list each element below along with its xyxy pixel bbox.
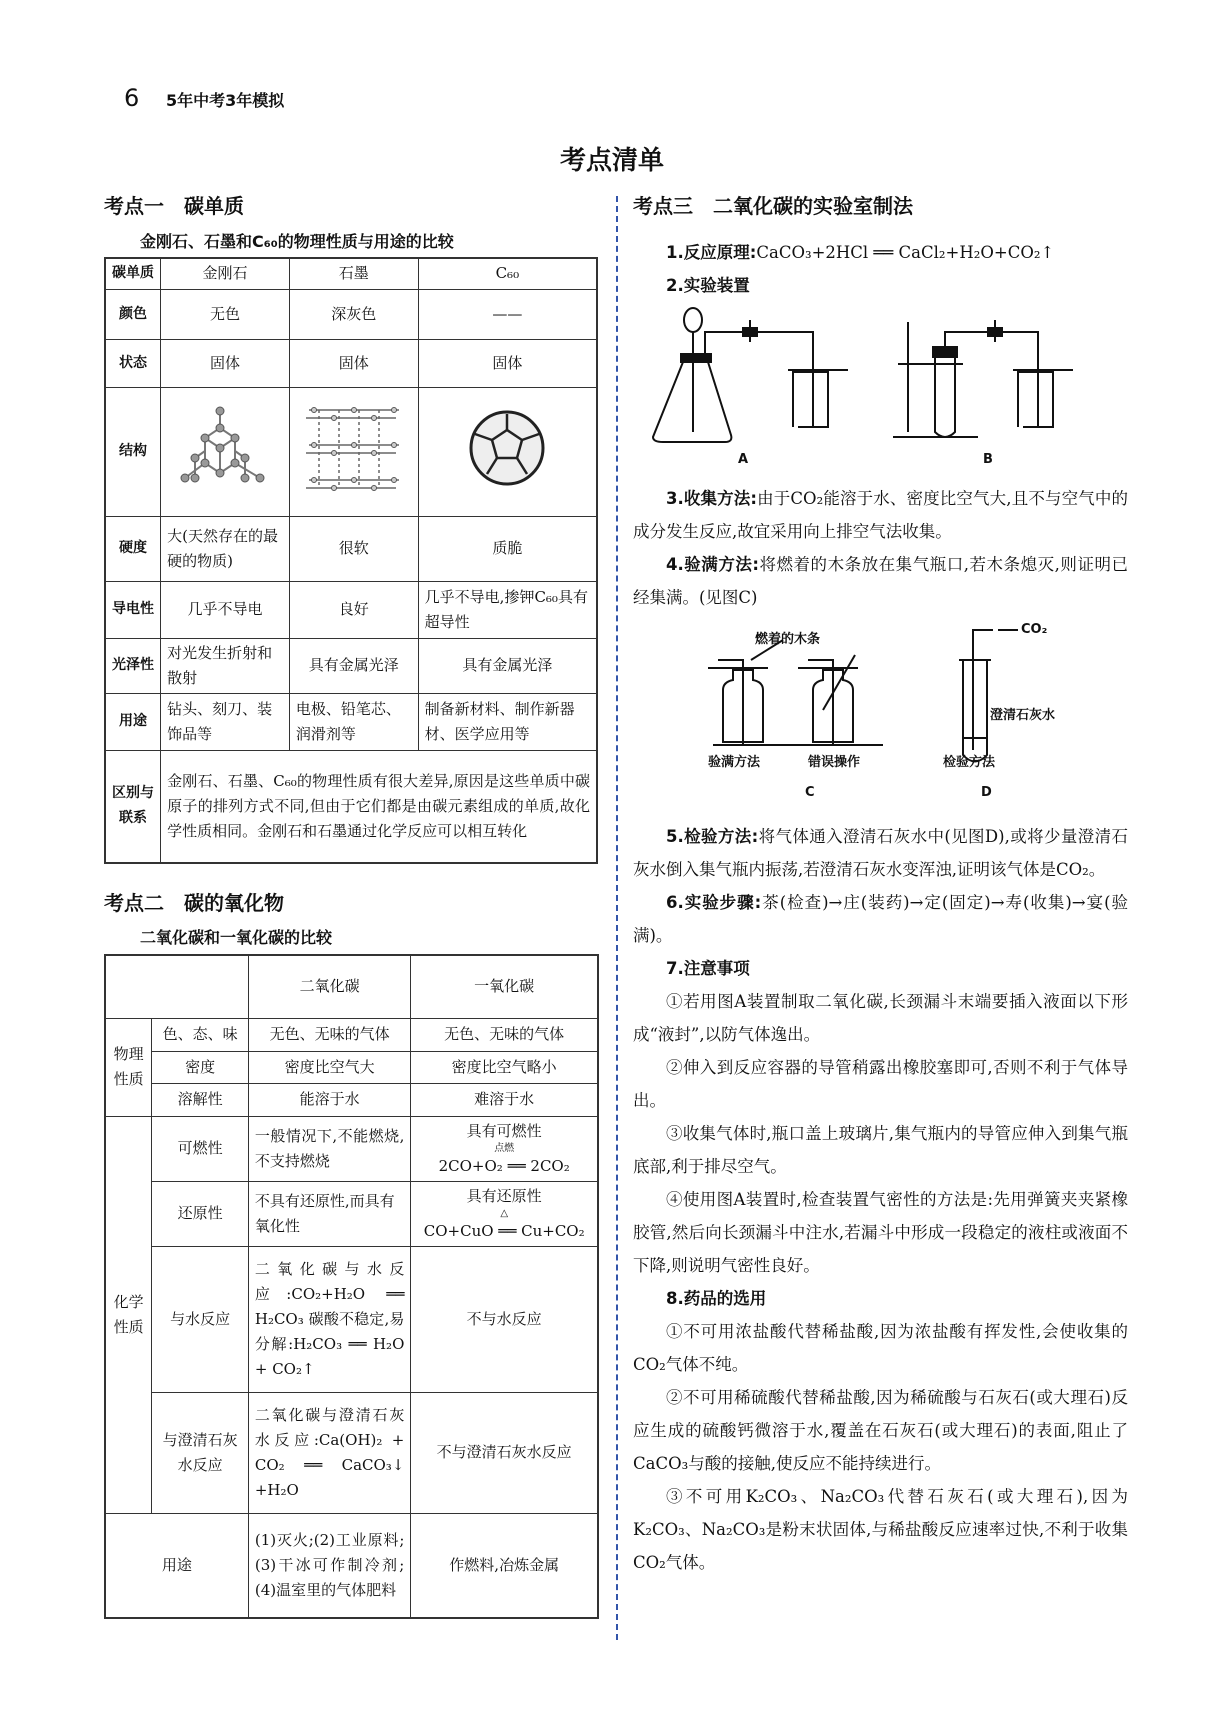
cell: 固体 xyxy=(289,339,418,387)
row-label: 导电性 xyxy=(105,581,161,638)
table-1-caption: 金刚石、石墨和C₆₀的物理性质与用途的比较 xyxy=(140,232,454,251)
item-label: 2.实验装置 xyxy=(666,276,750,295)
graphite-structure-image xyxy=(289,387,418,516)
row-label: 可燃性 xyxy=(152,1116,249,1181)
table-row xyxy=(105,1181,598,1246)
cell: 钻头、刻刀、装饰品等 xyxy=(161,693,290,750)
cell: 密度比空气大 xyxy=(248,1051,411,1083)
equation: CO+CuO ══ Cu+CO₂ xyxy=(423,1221,585,1240)
item-7 xyxy=(633,952,1128,985)
header-cell: 金刚石 xyxy=(161,258,290,289)
note: ①不可用浓盐酸代替稀盐酸,因为浓盐酸有挥发性,会使收集的CO₂气体不纯。 xyxy=(633,1322,1128,1374)
section-3-heading: 考点三 二氧化碳的实验室制法 xyxy=(633,194,913,218)
figure-label-a: A xyxy=(738,452,749,467)
table-row xyxy=(105,1051,598,1083)
figure-caption: 验满方法 xyxy=(708,755,761,770)
figure-label-b: B xyxy=(983,452,993,467)
table-row xyxy=(105,1083,598,1116)
cell: 电极、铅笔芯、润滑剂等 xyxy=(289,693,418,750)
row-label: 结构 xyxy=(105,387,161,516)
cell: 大(天然存在的最硬的物质) xyxy=(161,516,290,581)
row-label: 区别与联系 xyxy=(105,750,161,863)
table-row xyxy=(105,1246,598,1392)
cell: 深灰色 xyxy=(289,289,418,339)
cell: 具有金属光泽 xyxy=(289,638,418,693)
table-row xyxy=(105,1513,598,1618)
note: ①若用图A装置制取二氧化碳,长颈漏斗末端要插入液面以下形成“液封”,以防气体逸出。 xyxy=(633,992,1128,1044)
row-label: 溶解性 xyxy=(152,1083,249,1116)
page-number: 6 xyxy=(124,84,140,112)
row-label: 密度 xyxy=(152,1051,249,1083)
item-3 xyxy=(633,482,1128,548)
cell: 固体 xyxy=(418,339,597,387)
note: ④使用图A装置时,检查装置气密性的方法是:先用弹簧夹夹紧橡胶管,然后向长颈漏斗中注水,若漏斗中形成一段稳定的液柱或液面不下降,则说明气密性良好。 xyxy=(633,1190,1128,1275)
header-cell: C₆₀ xyxy=(418,258,597,289)
cell: 金刚石、石墨、C₆₀的物理性质有很大差异,原因是这些单质中碳原子的排列方式不同,但由于它们都是由碳元素组成的单质,故化学性质相同。金刚石和石墨通过化学反应可以相互转化 xyxy=(161,750,597,863)
cell-text: 具有可燃性 xyxy=(466,1121,542,1140)
cell: 难溶于水 xyxy=(411,1083,598,1116)
cell: 无色 xyxy=(161,289,290,339)
group-label: 化学性质 xyxy=(105,1116,152,1513)
table-header-row xyxy=(105,258,597,289)
item-label: 5.检验方法: xyxy=(666,827,759,846)
item-text: 将气体通入澄清石灰水中(见图D),或将少量澄清石灰水倒入集气瓶内振荡,若澄清石灰水变浑浊,证明该气体是CO₂。 xyxy=(633,827,1128,879)
equation: 2CO+O₂ ══ 2CO₂ xyxy=(438,1156,570,1175)
header-cell: 石墨 xyxy=(289,258,418,289)
test-figure-cd xyxy=(633,620,1128,820)
table-row xyxy=(105,289,597,339)
table-row xyxy=(105,693,597,750)
reaction-condition: △ xyxy=(500,1207,509,1219)
c60-structure-image xyxy=(418,387,597,516)
cell: 无色、无味的气体 xyxy=(248,1018,411,1051)
equation: CaCO₃+2HCl ══ CaCl₂+H₂O+CO₂↑ xyxy=(756,243,1055,262)
row-label: 用途 xyxy=(105,1513,248,1618)
cell xyxy=(411,1181,598,1246)
carbon-oxides-table xyxy=(104,954,599,1619)
cell: 不具有还原性,而具有氧化性 xyxy=(248,1181,411,1246)
row-label: 光泽性 xyxy=(105,638,161,693)
cell: 能溶于水 xyxy=(248,1083,411,1116)
co2-inlet-label: CO₂ xyxy=(1021,622,1048,637)
apparatus-figure-ab xyxy=(633,302,1128,482)
diamond-structure-image xyxy=(161,387,290,516)
header-cell: 一氧化碳 xyxy=(411,955,598,1018)
carbon-allotropes-table xyxy=(104,257,598,864)
table-row xyxy=(105,516,597,581)
cell: (1)灭火;(2)工业原料;(3)干冰可作制冷剂;(4)温室里的气体肥料 xyxy=(248,1513,411,1618)
row-label: 颜色 xyxy=(105,289,161,339)
cell: 不与澄清石灰水反应 xyxy=(411,1392,598,1513)
cell: 作燃料,冶炼金属 xyxy=(411,1513,598,1618)
cell: 二氧化碳与澄清石灰水反应:Ca(OH)₂ + CO₂ ══ CaCO₃↓ +H₂O xyxy=(248,1392,411,1513)
item-label: 1.反应原理: xyxy=(666,243,757,262)
empty-cell xyxy=(105,955,248,1018)
item-1 xyxy=(633,236,1128,269)
cell: 质脆 xyxy=(418,516,597,581)
table-row xyxy=(105,581,597,638)
burning-stick-label: 燃着的木条 xyxy=(755,632,821,647)
cell: 固体 xyxy=(161,339,290,387)
row-label: 与澄清石灰水反应 xyxy=(152,1392,249,1513)
row-label: 状态 xyxy=(105,339,161,387)
row-label: 色、态、味 xyxy=(152,1018,249,1051)
cell: 密度比空气略小 xyxy=(411,1051,598,1083)
cell: 几乎不导电,掺钾C₆₀具有超导性 xyxy=(418,581,597,638)
item-5 xyxy=(633,820,1128,886)
item-text: 由于CO₂能溶于水、密度比空气大,且不与空气中的成分发生反应,故宜采用向上排空气法收集。 xyxy=(633,489,1128,541)
group-label: 物理性质 xyxy=(105,1018,152,1116)
item-8 xyxy=(633,1282,1128,1315)
cell: 二氧化碳与水反应:CO₂+H₂O ══ H₂CO₃ 碳酸不稳定,易分解:H₂CO₃ ══ H₂O + CO₂↑ xyxy=(248,1246,411,1392)
cell: —— xyxy=(418,289,597,339)
book-title: 5年中考3年模拟 xyxy=(166,91,285,110)
item-label: 8.药品的选用 xyxy=(666,1289,767,1308)
column-divider xyxy=(616,196,618,1640)
row-label: 硬度 xyxy=(105,516,161,581)
table-row xyxy=(105,1392,598,1513)
section-1-heading: 考点一 碳单质 xyxy=(104,194,244,218)
figure-caption: 错误操作 xyxy=(808,755,861,770)
reaction-condition: 点燃 xyxy=(494,1142,515,1154)
cell xyxy=(411,1116,598,1181)
limewater-label: 澄清石灰水 xyxy=(990,708,1056,723)
table-row xyxy=(105,750,597,863)
note: ②不可用稀硫酸代替稀盐酸,因为稀硫酸与石灰石(或大理石)反应生成的硫酸钙微溶于水,覆盖在石灰石(或大理石)的表面,阻止了CaCO₃与酸的接触,使反应不能持续进行。 xyxy=(633,1388,1128,1473)
table-header-row xyxy=(105,955,598,1018)
table-row xyxy=(105,339,597,387)
item-label: 4.验满方法: xyxy=(666,555,759,574)
figure-label-c: C xyxy=(805,785,815,800)
cell: 几乎不导电 xyxy=(161,581,290,638)
item-6 xyxy=(633,886,1128,952)
row-label: 用途 xyxy=(105,693,161,750)
note: ③不可用K₂CO₃、Na₂CO₃代替石灰石(或大理石),因为K₂CO₃、Na₂CO₃是粉末状固体,与稀盐酸反应速率过快,不利于收集CO₂气体。 xyxy=(633,1487,1128,1572)
table-row xyxy=(105,1116,598,1181)
item-label: 6.实验步骤: xyxy=(666,893,762,912)
section-2-heading: 考点二 碳的氧化物 xyxy=(104,891,284,915)
table-row xyxy=(105,387,597,516)
cell: 制备新材料、制作新器材、医学应用等 xyxy=(418,693,597,750)
item-label: 3.收集方法: xyxy=(666,489,758,508)
row-label: 还原性 xyxy=(152,1181,249,1246)
page-title: 考点清单 xyxy=(559,146,664,176)
note: ②伸入到反应容器的导管稍露出橡胶塞即可,否则不利于气体导出。 xyxy=(633,1058,1128,1110)
figure-label-d: D xyxy=(981,785,992,800)
cell: 对光发生折射和散射 xyxy=(161,638,290,693)
header-cell: 碳单质 xyxy=(105,258,161,289)
table-row xyxy=(105,638,597,693)
cell: 良好 xyxy=(289,581,418,638)
figure-caption: 检验方法 xyxy=(943,755,996,770)
cell: 一般情况下,不能燃烧,不支持燃烧 xyxy=(248,1116,411,1181)
item-text: 茶(检查)→庄(装药)→定(固定)→寿(收集)→宴(验满)。 xyxy=(633,893,1128,945)
cell-text: 具有还原性 xyxy=(466,1186,542,1205)
apparatus-drawing xyxy=(633,302,1128,482)
item-text: 将燃着的木条放在集气瓶口,若木条熄灭,则证明已经集满。(见图C) xyxy=(633,555,1128,607)
cell: 具有金属光泽 xyxy=(418,638,597,693)
cell: 很软 xyxy=(289,516,418,581)
header-cell: 二氧化碳 xyxy=(248,955,411,1018)
item-2 xyxy=(633,269,1128,302)
item-4 xyxy=(633,548,1128,614)
table-2-caption: 二氧化碳和一氧化碳的比较 xyxy=(140,928,333,947)
cell: 不与水反应 xyxy=(411,1246,598,1392)
section-3-body xyxy=(633,236,1128,1579)
row-label: 与水反应 xyxy=(152,1246,249,1392)
note: ③收集气体时,瓶口盖上玻璃片,集气瓶内的导管应伸入到集气瓶底部,利于排尽空气。 xyxy=(633,1124,1128,1176)
cell: 无色、无味的气体 xyxy=(411,1018,598,1051)
item-label: 7.注意事项 xyxy=(666,959,750,978)
table-row xyxy=(105,1018,598,1051)
